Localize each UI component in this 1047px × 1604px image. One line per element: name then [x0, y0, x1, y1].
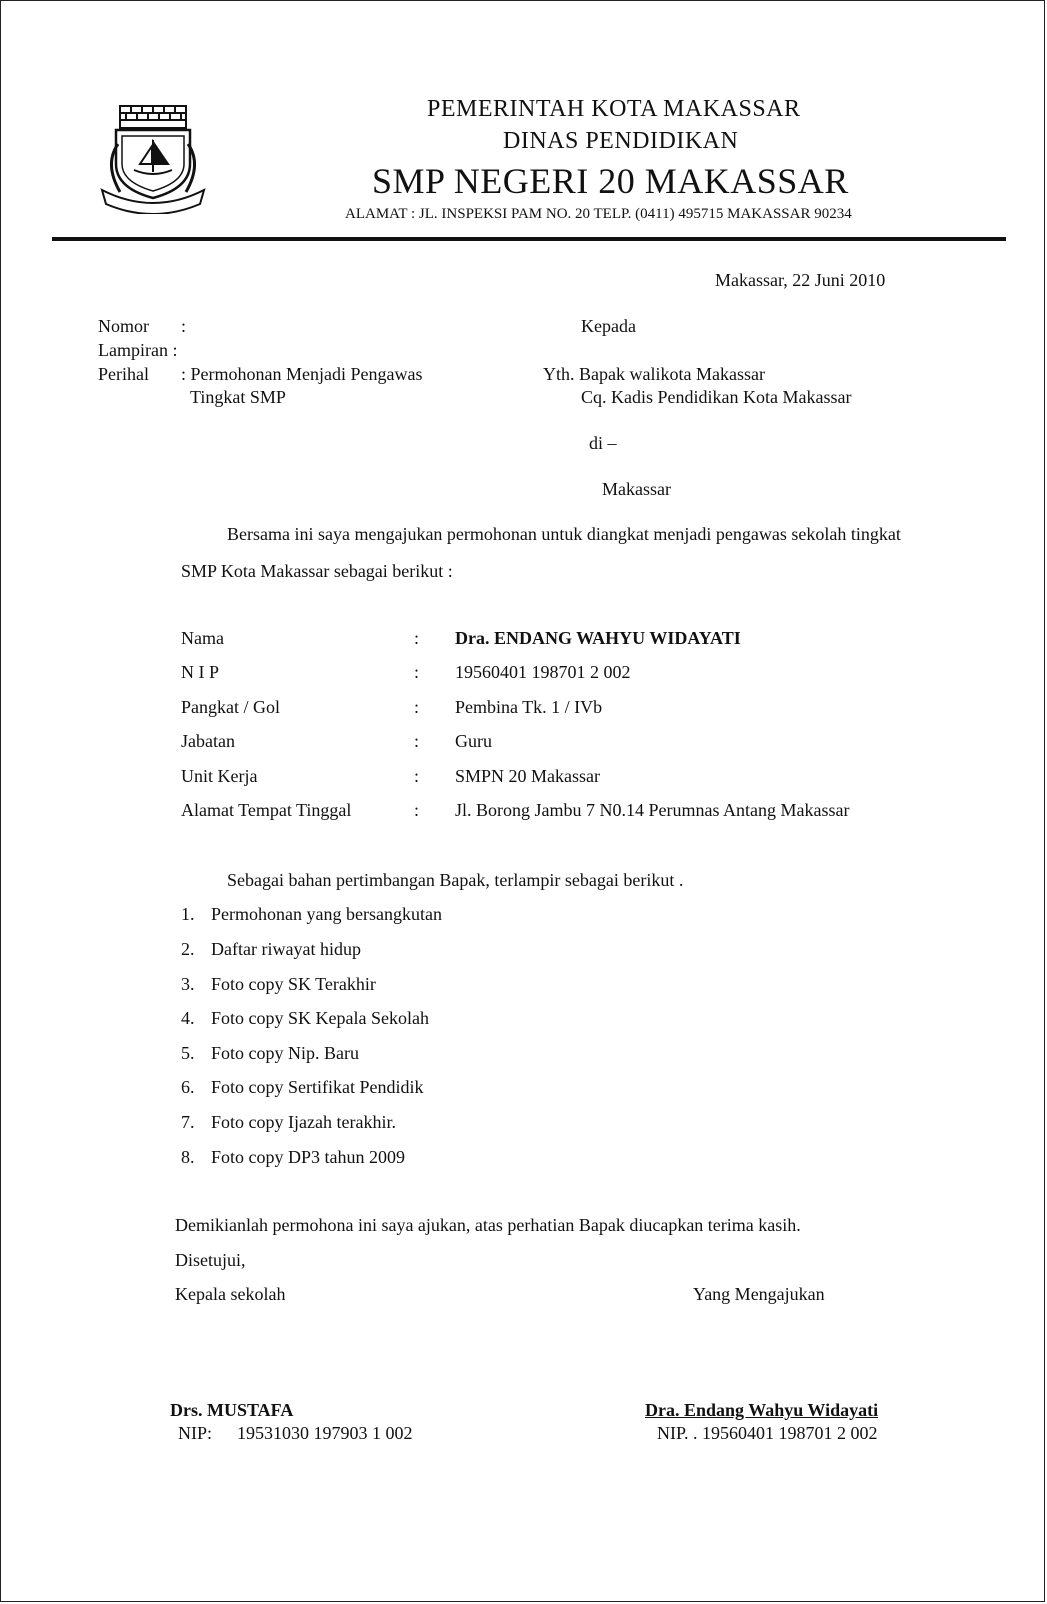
header-school-name: SMP NEGERI 20 MAKASSAR	[372, 161, 849, 201]
perihal-value: : Permohonan Menjadi Pengawas	[181, 364, 423, 384]
identity-colon: :	[414, 766, 420, 786]
left-signatory-name: Drs. MUSTAFA	[170, 1400, 294, 1420]
identity-label: Pangkat / Gol	[181, 697, 280, 717]
identity-label: Unit Kerja	[181, 766, 258, 786]
list-item	[181, 904, 442, 925]
list-text: Foto copy SK Kepala Sekolah	[211, 1008, 429, 1028]
right-signatory-name: Dra. Endang Wahyu Widayati	[645, 1400, 879, 1420]
letter-date: Makassar, 22 Juni 2010	[715, 270, 886, 290]
list-item	[181, 1077, 424, 1098]
list-item	[181, 1112, 396, 1133]
list-number: 5.	[181, 1043, 195, 1063]
identity-colon: :	[414, 800, 420, 820]
identity-value: Pembina Tk. 1 / IVb	[455, 697, 603, 717]
city-emblem-logo	[98, 104, 208, 214]
perihal-label: Perihal	[98, 364, 149, 384]
list-text: Foto copy Ijazah terakhir.	[211, 1112, 396, 1132]
identity-colon: :	[414, 662, 420, 682]
identity-colon: :	[414, 697, 420, 717]
identity-label: Alamat Tempat Tinggal	[181, 800, 352, 820]
identity-label: N I P	[181, 662, 220, 682]
list-number: 1.	[181, 904, 195, 924]
closing-text: Demikianlah permohona ini saya ajukan, atas perhatian Bapak diucapkan terima kasih.	[175, 1215, 801, 1235]
nomor-label: Nomor	[98, 316, 149, 336]
list-number: 8.	[181, 1147, 195, 1167]
list-number: 2.	[181, 939, 195, 959]
opening-line2: SMP Kota Makassar sebagai berikut :	[181, 561, 453, 581]
identity-value: Jl. Borong Jambu 7 N0.14 Perumnas Antang Makassar	[455, 800, 850, 820]
list-item	[181, 939, 361, 960]
list-item	[181, 1008, 429, 1029]
list-number: 7.	[181, 1112, 195, 1132]
recipient-city: Makassar	[602, 479, 671, 499]
header-department: DINAS PENDIDIKAN	[503, 128, 739, 154]
right-nip: NIP. . 19560401 198701 2 002	[657, 1423, 878, 1443]
list-number: 3.	[181, 974, 195, 994]
recipient-label: Kepada	[581, 316, 636, 336]
header-divider	[52, 237, 1006, 241]
list-number: 6.	[181, 1077, 195, 1097]
left-signatory-title: Kepala sekolah	[175, 1284, 286, 1304]
list-text: Daftar riwayat hidup	[211, 939, 361, 959]
list-item	[181, 1147, 406, 1168]
left-nip: 19531030 197903 1 002	[237, 1423, 413, 1443]
identity-colon: :	[414, 731, 420, 751]
list-item	[181, 1043, 359, 1064]
identity-value: 19560401 198701 2 002	[455, 662, 631, 682]
list-text: Foto copy DP3 tahun 2009	[211, 1147, 406, 1167]
header-address: ALAMAT : JL. INSPEKSI PAM NO. 20 TELP. (0411) 495715 MAKASSAR 90234	[345, 206, 852, 222]
lampiran-label: Lampiran :	[98, 340, 178, 360]
perihal-value-line2: Tingkat SMP	[190, 387, 286, 407]
opening-line1: Bersama ini saya mengajukan permohonan untuk diangkat menjadi pengawas sekolah tingkat	[227, 524, 901, 544]
nomor-colon: :	[181, 316, 187, 336]
list-text: Permohonan yang bersangkutan	[211, 904, 442, 924]
attachments-intro: Sebagai bahan pertimbangan Bapak, terlampir sebagai berikut .	[227, 870, 684, 890]
identity-colon: :	[414, 628, 420, 648]
identity-value: Dra. ENDANG WAHYU WIDAYATI	[455, 628, 741, 648]
list-item	[181, 974, 376, 995]
recipient-di: di –	[589, 433, 617, 453]
recipient-line2: Cq. Kadis Pendidikan Kota Makassar	[581, 387, 852, 407]
list-text: Foto copy Nip. Baru	[211, 1043, 359, 1063]
header-government: PEMERINTAH KOTA MAKASSAR	[427, 96, 801, 122]
approved-label: Disetujui,	[175, 1250, 246, 1270]
right-signatory-title: Yang Mengajukan	[693, 1284, 825, 1304]
left-nip-label: NIP:	[178, 1423, 213, 1443]
list-text: Foto copy SK Terakhir	[211, 974, 376, 994]
identity-label: Jabatan	[181, 731, 235, 751]
identity-value: SMPN 20 Makassar	[455, 766, 601, 786]
identity-value: Guru	[455, 731, 492, 751]
list-text: Foto copy Sertifikat Pendidik	[211, 1077, 424, 1097]
recipient-line1: Yth. Bapak walikota Makassar	[543, 364, 765, 384]
list-number: 4.	[181, 1008, 195, 1028]
identity-label: Nama	[181, 628, 224, 648]
